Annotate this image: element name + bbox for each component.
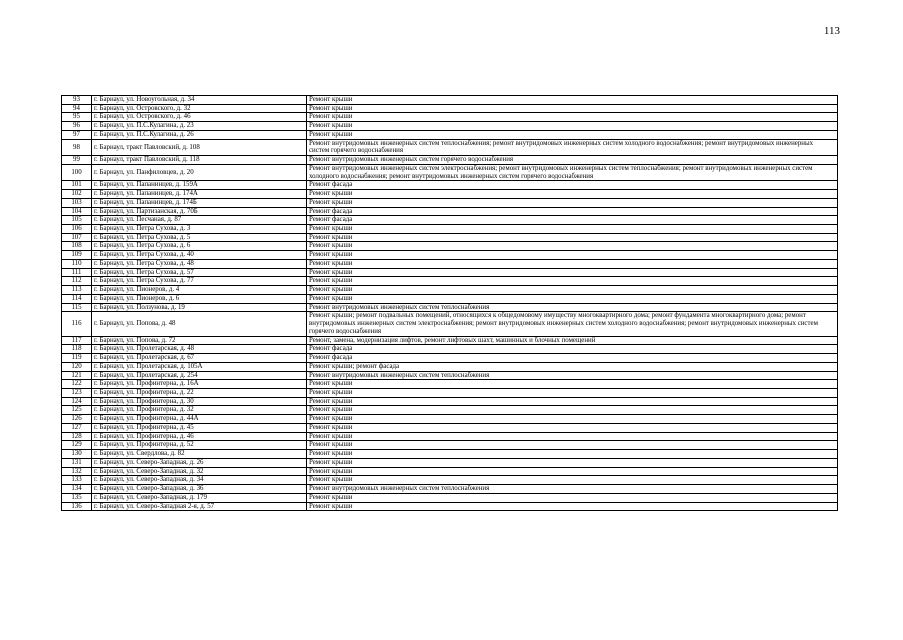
work-type-cell: Ремонт внутридомовых инженерных систем теплоснабжения; ремонт внутридомовых инженерных систем холодного водоснабжения; ремонт внутридомовых инженерных систем горячего водоснабжения (307, 139, 838, 155)
row-number-cell: 126 (62, 415, 92, 424)
table-row (62, 277, 838, 286)
address-cell: г. Барнаул, ул. Профинтерна, д. 32 (92, 406, 307, 415)
work-type-cell: Ремонт крыши; ремонт фасада (307, 362, 838, 371)
address-cell: г. Барнаул, ул. Пионеров, д. 4 (92, 286, 307, 295)
row-number-cell: 96 (62, 122, 92, 131)
address-cell: г. Барнаул, ул. Петра Сухова, д. 57 (92, 268, 307, 277)
table-row (62, 406, 838, 415)
work-type-cell: Ремонт крыши (307, 388, 838, 397)
row-number-cell: 130 (62, 450, 92, 459)
address-cell: г. Барнаул, тракт Павловский, д. 118 (92, 156, 307, 165)
address-cell: г. Барнаул, ул. Попова, д. 72 (92, 336, 307, 345)
table-row (62, 207, 838, 216)
row-number-cell: 120 (62, 362, 92, 371)
address-cell: г. Барнаул, ул. Северо-Западная, д. 36 (92, 485, 307, 494)
row-number-cell: 106 (62, 225, 92, 234)
work-type-cell: Ремонт крыши (307, 406, 838, 415)
table-row (62, 139, 838, 155)
table-row (62, 181, 838, 190)
row-number-cell: 131 (62, 458, 92, 467)
work-type-cell: Ремонт крыши (307, 225, 838, 234)
table-row (62, 432, 838, 441)
table-row (62, 502, 838, 511)
address-cell: г. Барнаул, ул. Петра Сухова, д. 40 (92, 251, 307, 260)
row-number-cell: 119 (62, 354, 92, 363)
address-cell: г. Барнаул, ул. Партизанская, д. 70Б (92, 207, 307, 216)
work-type-cell: Ремонт внутридомовых инженерных систем горячего водоснабжения (307, 156, 838, 165)
table-row (62, 113, 838, 122)
table-row (62, 251, 838, 260)
row-number-cell: 114 (62, 294, 92, 303)
row-number-cell: 107 (62, 233, 92, 242)
row-number-cell: 103 (62, 198, 92, 207)
work-type-cell: Ремонт крыши (307, 467, 838, 476)
table-row (62, 216, 838, 225)
address-cell: г. Барнаул, ул. Профинтерна, д. 45 (92, 423, 307, 432)
table-row (62, 423, 838, 432)
table-row (62, 493, 838, 502)
address-cell: г. Барнаул, ул. Северо-Западная, д. 179 (92, 493, 307, 502)
address-cell: г. Барнаул, ул. Северо-Западная, д. 32 (92, 467, 307, 476)
table-row (62, 190, 838, 199)
work-type-cell: Ремонт фасада (307, 354, 838, 363)
row-number-cell: 128 (62, 432, 92, 441)
address-cell: г. Барнаул, ул. Пролетарская, д. 48 (92, 345, 307, 354)
table-row (62, 354, 838, 363)
table-row (62, 467, 838, 476)
repair-register-table (61, 95, 838, 511)
table-row (62, 198, 838, 207)
table-row (62, 336, 838, 345)
table-row (62, 388, 838, 397)
work-type-cell: Ремонт крыши (307, 502, 838, 511)
work-type-cell: Ремонт фасада (307, 216, 838, 225)
table-row (62, 441, 838, 450)
address-cell: г. Барнаул, ул. Свердлова, д. 82 (92, 450, 307, 459)
row-number-cell: 93 (62, 96, 92, 105)
row-number-cell: 97 (62, 130, 92, 139)
work-type-cell: Ремонт крыши; ремонт подвальных помещений, относящихся к общедомовому имуществу многоквартирного дома; ремонт фундамента многоквартирного дома; ремонт внутридомовых инженерных систем электроснабжения; ремонт внутридомовых инженерных систем холодного водоснабжения; ремонт внутридомовых инженерных систем горячего водоснабжения (307, 312, 838, 336)
address-cell: г. Барнаул, ул. Профинтерна, д. 30 (92, 397, 307, 406)
row-number-cell: 94 (62, 104, 92, 113)
row-number-cell: 104 (62, 207, 92, 216)
table-row (62, 233, 838, 242)
table-row (62, 286, 838, 295)
work-type-cell: Ремонт крыши (307, 458, 838, 467)
work-type-cell: Ремонт крыши (307, 233, 838, 242)
table-row (62, 450, 838, 459)
table-row (62, 345, 838, 354)
table-row (62, 458, 838, 467)
address-cell: г. Барнаул, ул. Островского, д. 46 (92, 113, 307, 122)
work-type-cell: Ремонт внутридомовых инженерных систем электроснабжения; ремонт внутридомовых инженерных систем теплоснабжения; ремонт внутридомовых инженерных систем холодного водоснабжения; ремонт внутридомовых инженерных систем горячего водоснабжения (307, 164, 838, 180)
row-number-cell: 98 (62, 139, 92, 155)
address-cell: г. Барнаул, ул. Папанинцев, д. 159А (92, 181, 307, 190)
work-type-cell: Ремонт крыши (307, 286, 838, 295)
row-number-cell: 125 (62, 406, 92, 415)
address-cell: г. Барнаул, ул. Петра Сухова, д. 48 (92, 259, 307, 268)
table-row (62, 371, 838, 380)
address-cell: г. Барнаул, ул. Ползунова, д. 19 (92, 303, 307, 312)
work-type-cell: Ремонт крыши (307, 493, 838, 502)
address-cell: г. Барнаул, ул. Пионеров, д. 6 (92, 294, 307, 303)
row-number-cell: 129 (62, 441, 92, 450)
address-cell: г. Барнаул, ул. Островского, д. 32 (92, 104, 307, 113)
row-number-cell: 127 (62, 423, 92, 432)
row-number-cell: 100 (62, 164, 92, 180)
address-cell: г. Барнаул, ул. Профинтерна, д. 46 (92, 432, 307, 441)
work-type-cell: Ремонт крыши (307, 268, 838, 277)
address-cell: г. Барнаул, ул. Профинтерна, д. 16А (92, 380, 307, 389)
table-row (62, 130, 838, 139)
table-row (62, 312, 838, 336)
work-type-cell: Ремонт крыши (307, 423, 838, 432)
row-number-cell: 133 (62, 476, 92, 485)
table-row (62, 294, 838, 303)
address-cell: г. Барнаул, ул. Пролетарская, д. 254 (92, 371, 307, 380)
table-row (62, 225, 838, 234)
address-cell: г. Барнаул, ул. Профинтерна, д. 52 (92, 441, 307, 450)
table-row (62, 104, 838, 113)
work-type-cell: Ремонт крыши (307, 198, 838, 207)
work-type-cell: Ремонт фасада (307, 345, 838, 354)
address-cell: г. Барнаул, ул. Северо-Западная, д. 34 (92, 476, 307, 485)
row-number-cell: 121 (62, 371, 92, 380)
table-row (62, 397, 838, 406)
address-cell: г. Барнаул, ул. Петра Сухова, д. 5 (92, 233, 307, 242)
work-type-cell: Ремонт крыши (307, 415, 838, 424)
row-number-cell: 110 (62, 259, 92, 268)
table-row (62, 303, 838, 312)
work-type-cell: Ремонт крыши (307, 294, 838, 303)
work-type-cell: Ремонт крыши (307, 441, 838, 450)
row-number-cell: 123 (62, 388, 92, 397)
table-row (62, 259, 838, 268)
row-number-cell: 136 (62, 502, 92, 511)
row-number-cell: 111 (62, 268, 92, 277)
row-number-cell: 105 (62, 216, 92, 225)
address-cell: г. Барнаул, тракт Павловский, д. 108 (92, 139, 307, 155)
row-number-cell: 115 (62, 303, 92, 312)
address-cell: г. Барнаул, ул. Северо-Западная 2-я, д. 57 (92, 502, 307, 511)
row-number-cell: 112 (62, 277, 92, 286)
address-cell: г. Барнаул, ул. П.С.Кулагина, д. 26 (92, 130, 307, 139)
work-type-cell: Ремонт крыши (307, 259, 838, 268)
row-number-cell: 99 (62, 156, 92, 165)
work-type-cell: Ремонт крыши (307, 242, 838, 251)
row-number-cell: 101 (62, 181, 92, 190)
work-type-cell: Ремонт, замена, модернизация лифтов, ремонт лифтовых шахт, машинных и блочных помещений (307, 336, 838, 345)
page-number: 113 (823, 25, 840, 37)
row-number-cell: 117 (62, 336, 92, 345)
row-number-cell: 124 (62, 397, 92, 406)
row-number-cell: 134 (62, 485, 92, 494)
address-cell: г. Барнаул, ул. Новоугольная, д. 34 (92, 96, 307, 105)
address-cell: г. Барнаул, ул. Попова, д. 48 (92, 312, 307, 336)
work-type-cell: Ремонт внутридомовых инженерных систем теплоснабжения (307, 485, 838, 494)
address-cell: г. Барнаул, ул. Пролетарская, д. 67 (92, 354, 307, 363)
address-cell: г. Барнаул, ул. Панфиловцев, д. 20 (92, 164, 307, 180)
work-type-cell: Ремонт крыши (307, 96, 838, 105)
address-cell: г. Барнаул, ул. Песчаная, д. 87 (92, 216, 307, 225)
row-number-cell: 113 (62, 286, 92, 295)
work-type-cell: Ремонт крыши (307, 476, 838, 485)
row-number-cell: 109 (62, 251, 92, 260)
address-cell: г. Барнаул, ул. Папанинцев, д. 174А (92, 190, 307, 199)
address-cell: г. Барнаул, ул. Папанинцев, д. 174Б (92, 198, 307, 207)
address-cell: г. Барнаул, ул. Пролетарская, д. 105А (92, 362, 307, 371)
work-type-cell: Ремонт внутридомовых инженерных систем теплоснабжения (307, 303, 838, 312)
work-type-cell: Ремонт внутридомовых инженерных систем теплоснабжения (307, 371, 838, 380)
row-number-cell: 95 (62, 113, 92, 122)
row-number-cell: 135 (62, 493, 92, 502)
table-body (62, 96, 838, 511)
work-type-cell: Ремонт крыши (307, 104, 838, 113)
address-cell: г. Барнаул, ул. Петра Сухова, д. 6 (92, 242, 307, 251)
work-type-cell: Ремонт крыши (307, 190, 838, 199)
table-row (62, 362, 838, 371)
work-type-cell: Ремонт крыши (307, 130, 838, 139)
table-row (62, 380, 838, 389)
row-number-cell: 102 (62, 190, 92, 199)
row-number-cell: 116 (62, 312, 92, 336)
table-row (62, 164, 838, 180)
row-number-cell: 118 (62, 345, 92, 354)
work-type-cell: Ремонт крыши (307, 251, 838, 260)
address-cell: г. Барнаул, ул. П.С.Кулагина, д. 23 (92, 122, 307, 131)
address-cell: г. Барнаул, ул. Северо-Западная, д. 26 (92, 458, 307, 467)
table-row (62, 122, 838, 131)
table-row (62, 476, 838, 485)
table-row (62, 242, 838, 251)
work-type-cell: Ремонт крыши (307, 432, 838, 441)
work-type-cell: Ремонт фасада (307, 181, 838, 190)
work-type-cell: Ремонт крыши (307, 122, 838, 131)
work-type-cell: Ремонт фасада (307, 207, 838, 216)
table-row (62, 96, 838, 105)
row-number-cell: 132 (62, 467, 92, 476)
work-type-cell: Ремонт крыши (307, 113, 838, 122)
address-cell: г. Барнаул, ул. Петра Сухова, д. 3 (92, 225, 307, 234)
address-cell: г. Барнаул, ул. Профинтерна, д. 22 (92, 388, 307, 397)
row-number-cell: 108 (62, 242, 92, 251)
work-type-cell: Ремонт крыши (307, 380, 838, 389)
work-type-cell: Ремонт крыши (307, 277, 838, 286)
work-type-cell: Ремонт крыши (307, 397, 838, 406)
row-number-cell: 122 (62, 380, 92, 389)
table-row (62, 156, 838, 165)
table-row (62, 268, 838, 277)
work-type-cell: Ремонт крыши (307, 450, 838, 459)
table-row (62, 485, 838, 494)
table-row (62, 415, 838, 424)
address-cell: г. Барнаул, ул. Профинтерна, д. 44А (92, 415, 307, 424)
address-cell: г. Барнаул, ул. Петра Сухова, д. 77 (92, 277, 307, 286)
